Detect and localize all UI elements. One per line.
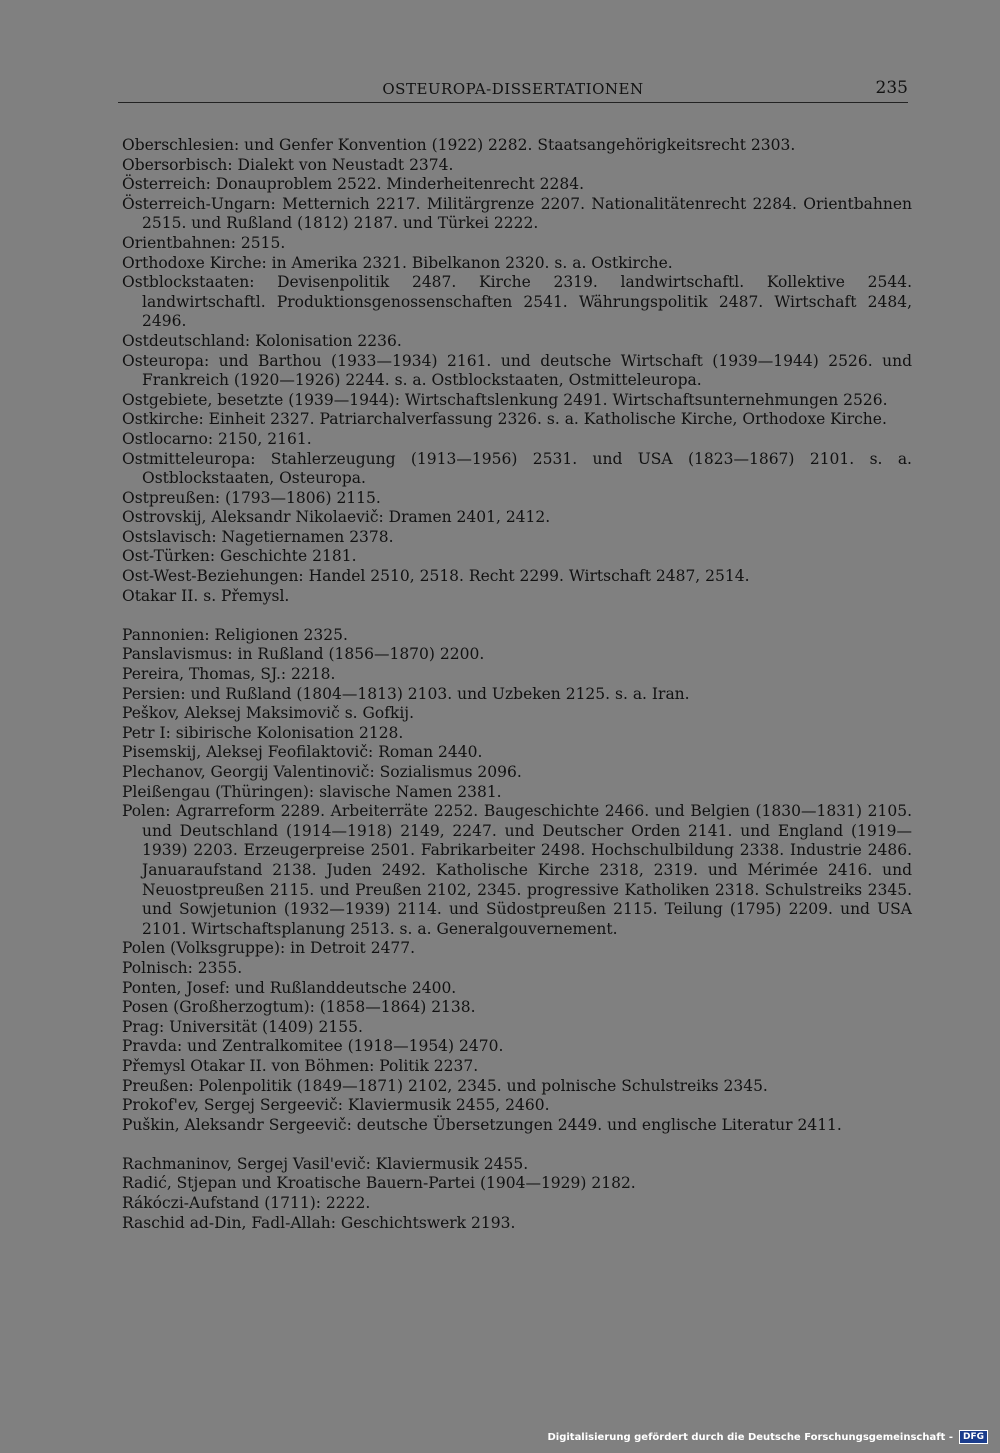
page-header [118,80,908,103]
index-entry: Ostlocarno: 2150, 2161. [122,429,312,448]
footer-text: Digitalisierung gefördert durch die Deutsche Forschungsgemeinschaft - [547,1431,953,1443]
index-entry: Posen (Großherzogtum): (1858—1864) 2138. [122,998,476,1017]
index-entry: Prag: Universität (1409) 2155. [122,1017,363,1036]
index-entry: Ostrovskij, Aleksandr Nikolaevič: Dramen 2401, 2412. [122,508,551,527]
index-entry: Puškin, Aleksandr Sergeevič: deutsche Übersetzungen 2449. und englische Literatur 2411. [122,1115,842,1134]
index-entry: Ostblockstaaten: Devisenpolitik 2487. Kirche 2319. landwirtschaftl. Kollektive 2544. landwirtschaftl. Produktionsgenossenschaften 2541. Währungspolitik 2487. Wirtschaft 2484, 2496. [122,273,912,331]
index-entry: Persien: und Rußland (1804—1813) 2103. und Uzbeken 2125. s. a. Iran. [122,684,690,703]
index-entry: Osteuropa: und Barthou (1933—1934) 2161. und deutsche Wirtschaft (1939—1944) 2526. und Frankreich (1920—1926) 2244. s. a. Ostblockstaaten, Ostmitteleuropa. [122,351,912,390]
index-entry: Přemysl Otakar II. von Böhmen: Politik 2237. [122,1056,479,1075]
index-entry: Ponten, Josef: und Rußlanddeutsche 2400. [122,978,457,997]
index-section [122,626,912,1135]
footer [547,1429,988,1445]
index-entry: Ostgebiete, besetzte (1939—1944): Wirtschaftslenkung 2491. Wirtschaftsunternehmungen 2526. [122,390,888,409]
index-entry: Ostdeutschland: Kolonisation 2236. [122,331,402,350]
index-entry: Petr I: sibirische Kolonisation 2128. [122,723,404,742]
dfg-logo: DFG [959,1430,988,1444]
index-section [122,1155,912,1233]
index-entry: Rachmaninov, Sergej Vasil'evič: Klaviermusik 2455. [122,1154,529,1173]
index-entry: Ostslavisch: Nagetiernamen 2378. [122,527,394,546]
index-entry: Rákóczi-Aufstand (1711): 2222. [122,1194,371,1213]
index-entry: Radić, Stjepan und Kroatische Bauern-Partei (1904—1929) 2182. [122,1174,636,1193]
index-entry: Pravda: und Zentralkomitee (1918—1954) 2470. [122,1037,504,1056]
index-entry: Panslavismus: in Rußland (1856—1870) 2200. [122,645,485,664]
index-entry: Orthodoxe Kirche: in Amerika 2321. Bibelkanon 2320. s. a. Ostkirche. [122,253,673,272]
page-number: 235 [875,78,908,98]
index-entry: Peškov, Aleksej Maksimovič s. Gofkij. [122,704,415,723]
index-entry: Prokof'ev, Sergej Sergeevič: Klaviermusik 2455, 2460. [122,1096,550,1115]
index-entry: Pereira, Thomas, SJ.: 2218. [122,665,336,684]
index-entry: Pannonien: Religionen 2325. [122,625,348,644]
index-entry: Polnisch: 2355. [122,958,243,977]
index-entry: Polen (Volksgruppe): in Detroit 2477. [122,939,416,958]
index-entry: Ost-West-Beziehungen: Handel 2510, 2518. Recht 2299. Wirtschaft 2487, 2514. [122,567,750,586]
index-entry: Österreich: Donauproblem 2522. Minderheitenrecht 2284. [122,175,585,194]
index-entry: Österreich-Ungarn: Metternich 2217. Militärgrenze 2207. Nationalitätenrecht 2284. Orientbahnen 2515. und Rußland (1812) 2187. und Türkei 2222. [122,194,912,233]
index-entry: Plechanov, Georgij Valentinovič: Sozialismus 2096. [122,763,522,781]
index-entry: Polen: Agrarreform 2289. Arbeiterräte 2252. Baugeschichte 2466. und Belgien (1830—1831) 2105. und Deutschland (1914—1918) 2149, 2247. und Deutscher Orden 2141. und England (1919—1939) 2203. Erzeugerpreise 2501. Fabrikarbeiter 2498. Hochschulbildung 2338. Industrie 2486. Januaraufstand 2138. Juden 2492. Katholische Kirche 2318, 2319. und Mérimée 2416. und Neuostpreußen 2115. und Preußen 2102, 2345. progressive Katholiken 2318. Schulstreiks 2345. und Sowjetunion (1932—1939) 2114. und Südostpreußen 2115. Teilung (1795) 2209. und USA 2101. Wirtschaftsplanung 2513. s. a. Generalgouvernement. [122,802,912,938]
index-entry: Ostkirche: Einheit 2327. Patriarchalverfassung 2326. s. a. Katholische Kirche, Orthodoxe Kirche. [122,410,887,429]
index-entry: Orientbahnen: 2515. [122,233,286,252]
index-entry: Pisemskij, Aleksej Feofilaktovič: Roman 2440. [122,743,483,762]
index-entry: Obersorbisch: Dialekt von Neustadt 2374. [122,155,454,174]
index-entry: Otakar II. s. Přemysl. [122,586,290,605]
index-entry: Ostpreußen: (1793—1806) 2115. [122,488,381,507]
index-entry: Ostmitteleuropa: Stahlerzeugung (1913—1956) 2531. und USA (1823—1867) 2101. s. a. Ostblockstaaten, Osteuropa. [122,449,912,488]
index-entry: Pleißengau (Thüringen): slavische Namen 2381. [122,782,502,801]
index-entries [122,136,912,1233]
running-title: OSTEUROPA-DISSERTATIONEN [382,80,644,98]
index-entry: Oberschlesien: und Genfer Konvention (1922) 2282. Staatsangehörigkeitsrecht 2303. [122,136,796,154]
index-section [122,136,912,606]
index-entry: Preußen: Polenpolitik (1849—1871) 2102, 2345. und polnische Schulstreiks 2345. [122,1076,768,1095]
index-entry: Ost-Türken: Geschichte 2181. [122,547,357,566]
index-entry: Raschid ad-Din, Fadl-Allah: Geschichtswerk 2193. [122,1213,516,1232]
